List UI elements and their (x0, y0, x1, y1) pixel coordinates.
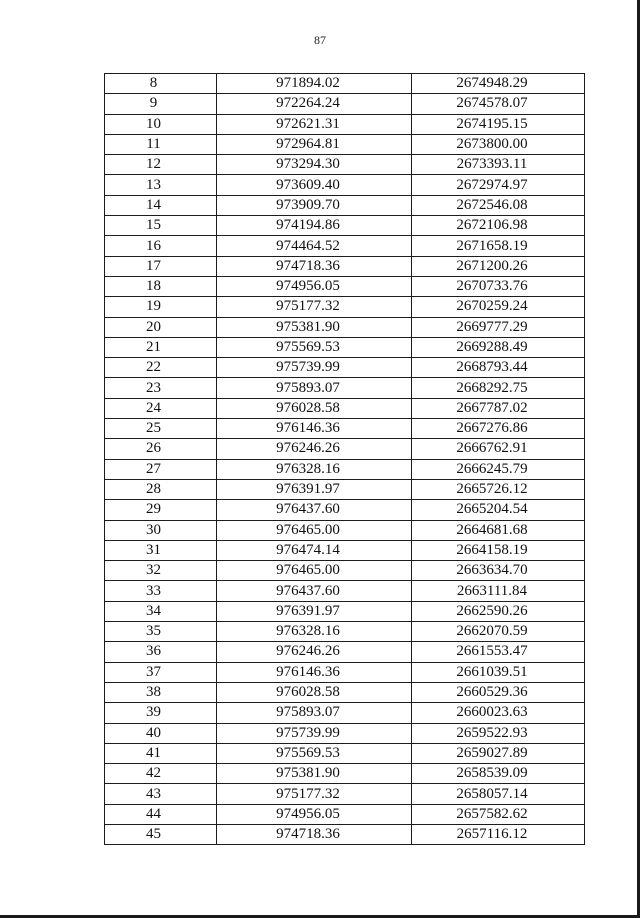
y-coordinate-cell: 2672974.97 (412, 175, 585, 195)
x-coordinate-cell: 972964.81 (217, 134, 412, 154)
y-coordinate-cell: 2673800.00 (412, 134, 585, 154)
y-coordinate-cell: 2659522.93 (412, 723, 585, 743)
y-coordinate-cell: 2667276.86 (412, 419, 585, 439)
table-row (105, 297, 585, 317)
point-number-cell: 25 (105, 419, 217, 439)
table-row (105, 74, 585, 94)
x-coordinate-cell: 976246.26 (217, 439, 412, 459)
point-number-cell: 20 (105, 317, 217, 337)
y-coordinate-cell: 2670733.76 (412, 276, 585, 296)
table-row (105, 824, 585, 844)
point-number-cell: 36 (105, 642, 217, 662)
x-coordinate-cell: 976146.36 (217, 662, 412, 682)
y-coordinate-cell: 2661039.51 (412, 662, 585, 682)
point-number-cell: 24 (105, 398, 217, 418)
y-coordinate-cell: 2658057.14 (412, 784, 585, 804)
table-row (105, 236, 585, 256)
y-coordinate-cell: 2660023.63 (412, 703, 585, 723)
x-coordinate-cell: 976028.58 (217, 398, 412, 418)
x-coordinate-cell: 975893.07 (217, 378, 412, 398)
x-coordinate-cell: 976391.97 (217, 479, 412, 499)
table-row (105, 358, 585, 378)
table-row (105, 743, 585, 763)
x-coordinate-cell: 976474.14 (217, 540, 412, 560)
table-row (105, 419, 585, 439)
y-coordinate-cell: 2673393.11 (412, 155, 585, 175)
y-coordinate-cell: 2664681.68 (412, 520, 585, 540)
point-number-cell: 14 (105, 195, 217, 215)
y-coordinate-cell: 2658539.09 (412, 764, 585, 784)
table-row (105, 662, 585, 682)
coordinate-table-body (105, 74, 585, 845)
table-row (105, 703, 585, 723)
y-coordinate-cell: 2662590.26 (412, 601, 585, 621)
point-number-cell: 42 (105, 764, 217, 784)
table-row (105, 195, 585, 215)
y-coordinate-cell: 2671200.26 (412, 256, 585, 276)
point-number-cell: 22 (105, 358, 217, 378)
x-coordinate-cell: 974956.05 (217, 276, 412, 296)
point-number-cell: 34 (105, 601, 217, 621)
point-number-cell: 29 (105, 500, 217, 520)
x-coordinate-cell: 975177.32 (217, 784, 412, 804)
table-row (105, 398, 585, 418)
table-row (105, 276, 585, 296)
table-row (105, 581, 585, 601)
table-row (105, 804, 585, 824)
x-coordinate-cell: 975177.32 (217, 297, 412, 317)
y-coordinate-cell: 2669288.49 (412, 337, 585, 357)
x-coordinate-cell: 973909.70 (217, 195, 412, 215)
y-coordinate-cell: 2659027.89 (412, 743, 585, 763)
y-coordinate-cell: 2672546.08 (412, 195, 585, 215)
table-row (105, 520, 585, 540)
point-number-cell: 23 (105, 378, 217, 398)
x-coordinate-cell: 975739.99 (217, 723, 412, 743)
x-coordinate-cell: 976465.00 (217, 520, 412, 540)
y-coordinate-cell: 2660529.36 (412, 682, 585, 702)
point-number-cell: 11 (105, 134, 217, 154)
x-coordinate-cell: 975569.53 (217, 743, 412, 763)
point-number-cell: 21 (105, 337, 217, 357)
x-coordinate-cell: 974956.05 (217, 804, 412, 824)
y-coordinate-cell: 2671658.19 (412, 236, 585, 256)
point-number-cell: 15 (105, 216, 217, 236)
point-number-cell: 26 (105, 439, 217, 459)
table-row (105, 784, 585, 804)
y-coordinate-cell: 2666762.91 (412, 439, 585, 459)
point-number-cell: 30 (105, 520, 217, 540)
table-row (105, 764, 585, 784)
point-number-cell: 38 (105, 682, 217, 702)
x-coordinate-cell: 976465.00 (217, 561, 412, 581)
point-number-cell: 39 (105, 703, 217, 723)
y-coordinate-cell: 2668793.44 (412, 358, 585, 378)
page-number: 87 (314, 33, 326, 47)
point-number-cell: 9 (105, 94, 217, 114)
table-row (105, 561, 585, 581)
y-coordinate-cell: 2667787.02 (412, 398, 585, 418)
point-number-cell: 10 (105, 114, 217, 134)
table-row (105, 378, 585, 398)
table-row (105, 155, 585, 175)
table-row (105, 622, 585, 642)
y-coordinate-cell: 2657116.12 (412, 824, 585, 844)
point-number-cell: 32 (105, 561, 217, 581)
table-row (105, 337, 585, 357)
x-coordinate-cell: 974194.86 (217, 216, 412, 236)
y-coordinate-cell: 2665726.12 (412, 479, 585, 499)
x-coordinate-cell: 973609.40 (217, 175, 412, 195)
x-coordinate-cell: 975381.90 (217, 317, 412, 337)
y-coordinate-cell: 2661553.47 (412, 642, 585, 662)
coordinate-table (104, 73, 585, 845)
point-number-cell: 43 (105, 784, 217, 804)
x-coordinate-cell: 974464.52 (217, 236, 412, 256)
table-row (105, 216, 585, 236)
point-number-cell: 13 (105, 175, 217, 195)
x-coordinate-cell: 976391.97 (217, 601, 412, 621)
table-row (105, 114, 585, 134)
x-coordinate-cell: 976028.58 (217, 682, 412, 702)
y-coordinate-cell: 2668292.75 (412, 378, 585, 398)
x-coordinate-cell: 976146.36 (217, 419, 412, 439)
point-number-cell: 40 (105, 723, 217, 743)
table-row (105, 459, 585, 479)
y-coordinate-cell: 2665204.54 (412, 500, 585, 520)
point-number-cell: 35 (105, 622, 217, 642)
table-row (105, 256, 585, 276)
table-row (105, 317, 585, 337)
table-row (105, 439, 585, 459)
table-row (105, 682, 585, 702)
x-coordinate-cell: 974718.36 (217, 824, 412, 844)
y-coordinate-cell: 2662070.59 (412, 622, 585, 642)
table-row (105, 134, 585, 154)
x-coordinate-cell: 973294.30 (217, 155, 412, 175)
point-number-cell: 44 (105, 804, 217, 824)
x-coordinate-cell: 976437.60 (217, 581, 412, 601)
y-coordinate-cell: 2674948.29 (412, 74, 585, 94)
x-coordinate-cell: 975893.07 (217, 703, 412, 723)
point-number-cell: 31 (105, 540, 217, 560)
y-coordinate-cell: 2672106.98 (412, 216, 585, 236)
y-coordinate-cell: 2670259.24 (412, 297, 585, 317)
point-number-cell: 27 (105, 459, 217, 479)
x-coordinate-cell: 971894.02 (217, 74, 412, 94)
y-coordinate-cell: 2663111.84 (412, 581, 585, 601)
point-number-cell: 8 (105, 74, 217, 94)
point-number-cell: 37 (105, 662, 217, 682)
point-number-cell: 19 (105, 297, 217, 317)
table-row (105, 94, 585, 114)
y-coordinate-cell: 2663634.70 (412, 561, 585, 581)
point-number-cell: 16 (105, 236, 217, 256)
point-number-cell: 28 (105, 479, 217, 499)
point-number-cell: 45 (105, 824, 217, 844)
table-row (105, 479, 585, 499)
table-row (105, 642, 585, 662)
y-coordinate-cell: 2664158.19 (412, 540, 585, 560)
x-coordinate-cell: 975381.90 (217, 764, 412, 784)
point-number-cell: 41 (105, 743, 217, 763)
x-coordinate-cell: 976246.26 (217, 642, 412, 662)
y-coordinate-cell: 2674578.07 (412, 94, 585, 114)
point-number-cell: 18 (105, 276, 217, 296)
x-coordinate-cell: 975739.99 (217, 358, 412, 378)
x-coordinate-cell: 972264.24 (217, 94, 412, 114)
point-number-cell: 12 (105, 155, 217, 175)
point-number-cell: 33 (105, 581, 217, 601)
y-coordinate-cell: 2657582.62 (412, 804, 585, 824)
x-coordinate-cell: 974718.36 (217, 256, 412, 276)
x-coordinate-cell: 975569.53 (217, 337, 412, 357)
y-coordinate-cell: 2669777.29 (412, 317, 585, 337)
y-coordinate-cell: 2666245.79 (412, 459, 585, 479)
table-row (105, 540, 585, 560)
x-coordinate-cell: 976328.16 (217, 622, 412, 642)
x-coordinate-cell: 972621.31 (217, 114, 412, 134)
table-row (105, 175, 585, 195)
table-row (105, 723, 585, 743)
point-number-cell: 17 (105, 256, 217, 276)
y-coordinate-cell: 2674195.15 (412, 114, 585, 134)
table-row (105, 500, 585, 520)
x-coordinate-cell: 976328.16 (217, 459, 412, 479)
table-row (105, 601, 585, 621)
x-coordinate-cell: 976437.60 (217, 500, 412, 520)
